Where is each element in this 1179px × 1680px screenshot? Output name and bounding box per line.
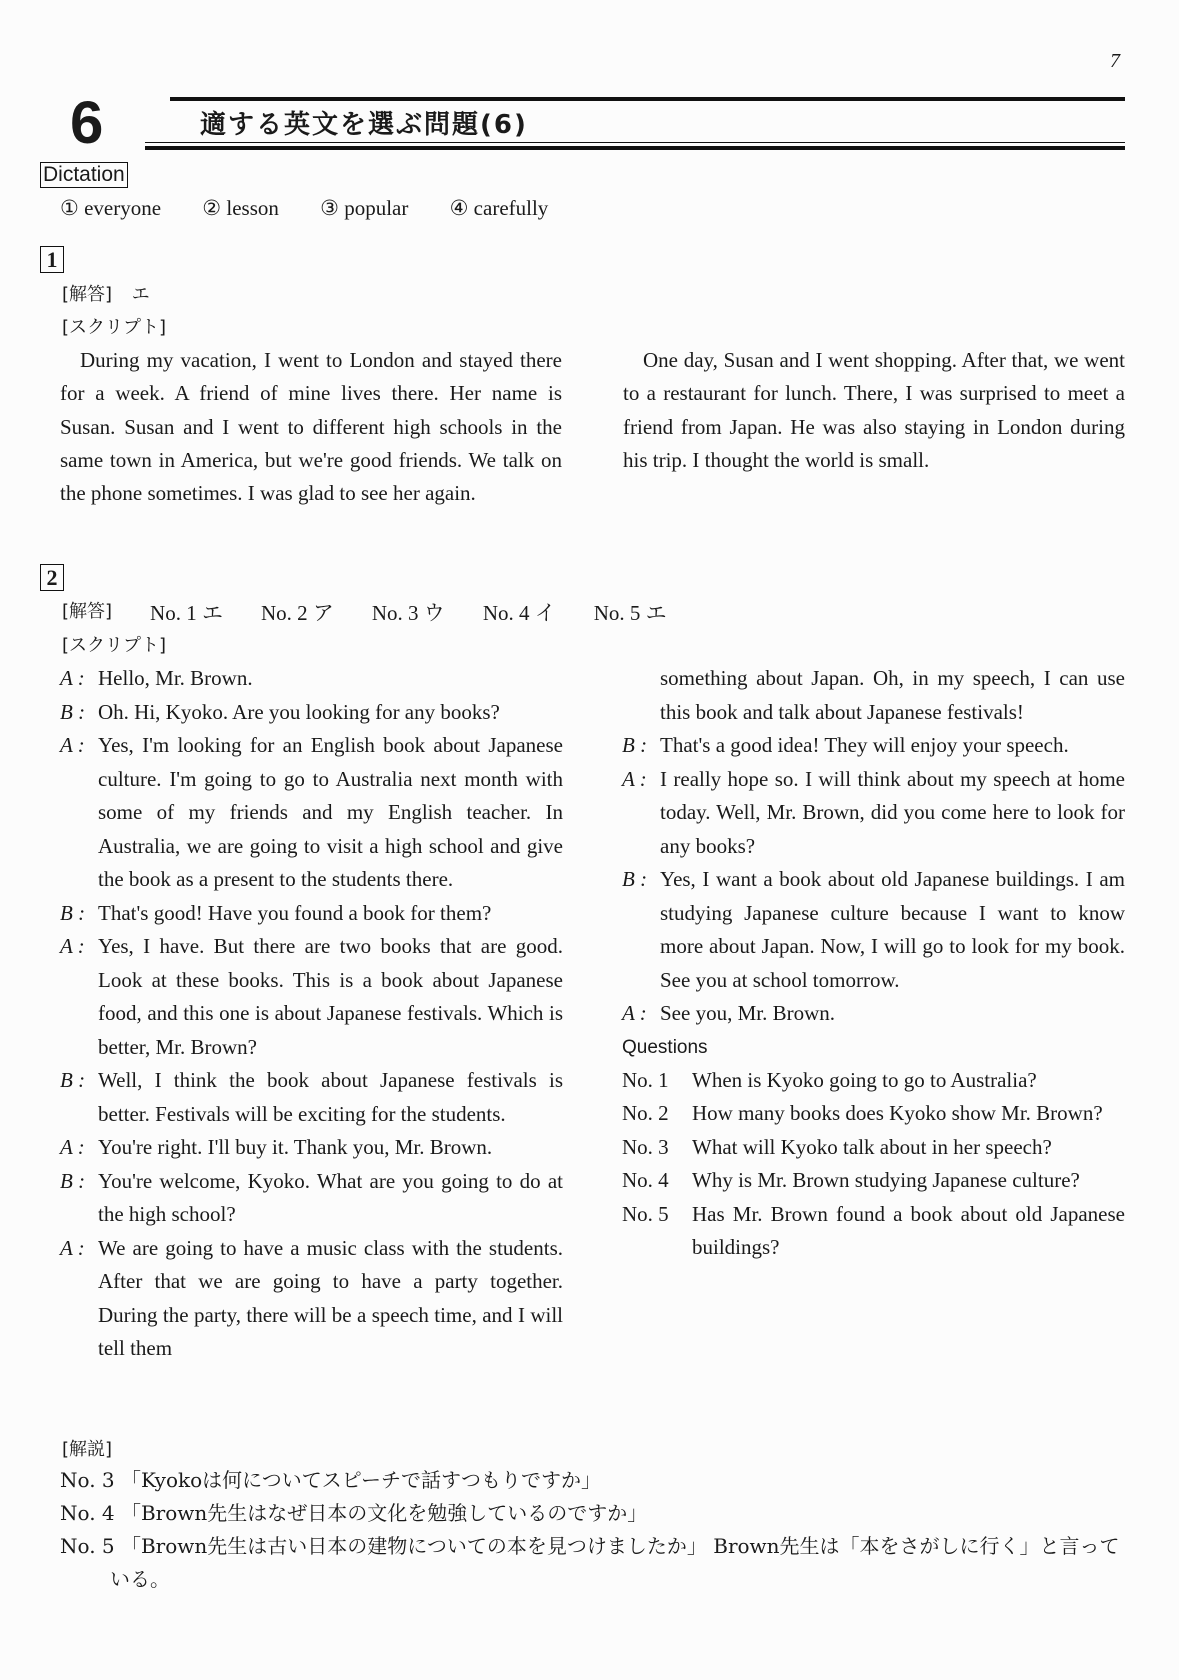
utterance: Yes, I want a book about old Japanese buildings. I am studying Japanese culture because I want to know more about Japan. Now, I will go to look for my book. See you at school tomorrow.	[660, 867, 1125, 992]
question-text: Has Mr. Brown found a book about old Japanese buildings?	[692, 1201, 1125, 1259]
header-rule-thin	[145, 142, 1125, 143]
dialogue-line	[622, 997, 1125, 1031]
problem-1-script-label: [スクリプト]	[62, 317, 167, 338]
speaker: B :	[622, 867, 648, 891]
utterance: Hello, Mr. Brown.	[98, 666, 253, 690]
dictation-label: Dictation	[40, 162, 128, 188]
speaker: B :	[622, 733, 648, 757]
answer-value: エ	[131, 284, 150, 305]
dialogue-right-column	[622, 662, 1125, 1265]
problem-1-script-left: During my vacation, I went to London and stayed there for a week. A friend of mine lives there. Her name is Susan. Susan and I went to different high schools in the same town in America, but we're good friends. We talk on the phone sometimes. I was glad to see her again.	[60, 348, 562, 506]
answer-item: No. 5 エ	[593, 601, 667, 625]
speaker	[622, 662, 660, 729]
dictation-word: ④ carefully	[449, 196, 549, 220]
question-number: No. 5	[622, 1201, 669, 1226]
question-text: Why is Mr. Brown studying Japanese culture?	[692, 1168, 1080, 1192]
explanation-item: No. 4 「Brown先生はなぜ日本の文化を勉強しているのですか」	[60, 1501, 648, 1525]
dialogue-line	[60, 1064, 563, 1131]
answer-label: [解答]	[62, 284, 113, 305]
questions-heading: Questions	[622, 1036, 708, 1058]
question-text: What will Kyoko talk about in her speech?	[692, 1134, 1052, 1159]
dialogue-line	[60, 1232, 563, 1366]
dictation-word: ① everyone	[60, 196, 162, 220]
problem-2-answers	[62, 597, 667, 627]
page-number: 7	[1110, 50, 1120, 72]
utterance: Yes, I have. But there are two books that are good. Look at these books. This is a book about Japanese food, and this one is about Japanese festivals. Which is better, Mr. Brown?	[98, 934, 563, 1059]
utterance: something about Japan. Oh, in my speech, I can use this book and talk about Japanese festivals!	[660, 666, 1125, 724]
question-item	[622, 1164, 1125, 1198]
speaker: B :	[60, 1168, 86, 1193]
speaker: A :	[60, 733, 85, 757]
section-title: 適する英文を選ぶ問題(6)	[200, 110, 528, 140]
utterance: Yes, I'm looking for an English book about Japanese culture. I'm going to go to Australia next month with some of my friends and my English teacher. In Australia, we are going to visit a high school and give the book as a present to the students there.	[98, 733, 563, 891]
utterance: You're welcome, Kyoko. What are you going to do at the high school?	[98, 1168, 563, 1226]
problem-1-answer	[62, 280, 150, 306]
question-item	[622, 1198, 1125, 1265]
question-item	[622, 1064, 1125, 1098]
utterance: That's good! Have you found a book for them?	[98, 900, 492, 925]
problem-2-script-label: [スクリプト]	[62, 635, 167, 656]
speaker: B :	[60, 1068, 86, 1092]
utterance: Oh. Hi, Kyoko. Are you looking for any books?	[98, 699, 500, 724]
dialogue-line	[60, 662, 563, 696]
answer-item: No. 3 ウ	[371, 601, 445, 625]
dialogue-line	[622, 662, 1125, 729]
explanation-label: [解説]	[62, 1439, 113, 1460]
utterance: I really hope so. I will think about my speech at home today. Well, Mr. Brown, did you come here to look for any books?	[660, 766, 1125, 858]
dialogue-line	[622, 863, 1125, 997]
question-item	[622, 1097, 1125, 1131]
speaker: A :	[60, 1135, 85, 1159]
speaker: A :	[60, 1235, 85, 1260]
explanation-list	[60, 1464, 1130, 1596]
dialogue-left-column	[60, 662, 563, 1366]
question-text: When is Kyoko going to go to Australia?	[692, 1067, 1037, 1092]
speaker: A :	[622, 766, 647, 791]
dialogue-line	[60, 1131, 563, 1165]
problem-1-script-right: One day, Susan and I went shopping. After that, we went to a restaurant for lunch. There, I was surprised to meet a friend from Japan. He was also staying in London during his trip. I thought the world is small.	[623, 348, 1125, 472]
question-number: No. 1	[622, 1067, 669, 1092]
header-rule-top	[170, 97, 1125, 101]
speaker: A :	[622, 1001, 647, 1025]
dialogue-line	[60, 729, 563, 897]
question-number: No. 3	[622, 1134, 669, 1159]
explanation-item: No. 3 「Kyokoは何についてスピーチで話すつもりですか」	[60, 1468, 601, 1492]
problem-1-number: 1	[40, 246, 64, 273]
dialogue-line	[60, 696, 563, 730]
speaker: B :	[60, 900, 86, 925]
utterance: You're right. I'll buy it. Thank you, Mr. Brown.	[98, 1135, 493, 1159]
speaker: A :	[60, 934, 85, 958]
utterance: That's a good idea! They will enjoy your speech.	[660, 733, 1069, 757]
dialogue-line	[60, 930, 563, 1064]
dialogue-line	[60, 897, 563, 931]
dialogue-line	[622, 729, 1125, 763]
utterance: Well, I think the book about Japanese festivals is better. Festivals will be exciting for the students.	[98, 1068, 563, 1126]
question-number: No. 2	[622, 1101, 669, 1125]
speaker: B :	[60, 699, 86, 724]
dictation-word: ③ popular	[320, 196, 409, 220]
answer-item: No. 1 エ	[150, 601, 223, 625]
dictation-words	[60, 196, 584, 221]
dialogue-line	[622, 763, 1125, 864]
explanation-item: No. 5 「Brown先生は古い日本の建物についての本を見つけましたか」 Brown先生は「本をさがしに行く」と言っている。	[60, 1534, 1120, 1591]
question-item	[622, 1131, 1125, 1165]
speaker: A :	[60, 666, 85, 690]
answer-item: No. 4 イ	[482, 601, 556, 625]
answer-item: No. 2 ア	[260, 601, 334, 625]
utterance: We are going to have a music class with the students. After that we are going to have a party together. During the party, there will be a speech time, and I will tell them	[98, 1235, 563, 1360]
header-rule-thick	[145, 146, 1125, 150]
answer-label: [解答]	[62, 601, 113, 622]
question-text: How many books does Kyoko show Mr. Brown?	[692, 1101, 1103, 1125]
dialogue-line	[60, 1165, 563, 1232]
problem-2-number: 2	[40, 564, 64, 591]
utterance: See you, Mr. Brown.	[660, 1001, 835, 1025]
question-number: No. 4	[622, 1168, 669, 1192]
dictation-word: ② lesson	[202, 196, 279, 220]
section-number: 6	[70, 89, 104, 156]
